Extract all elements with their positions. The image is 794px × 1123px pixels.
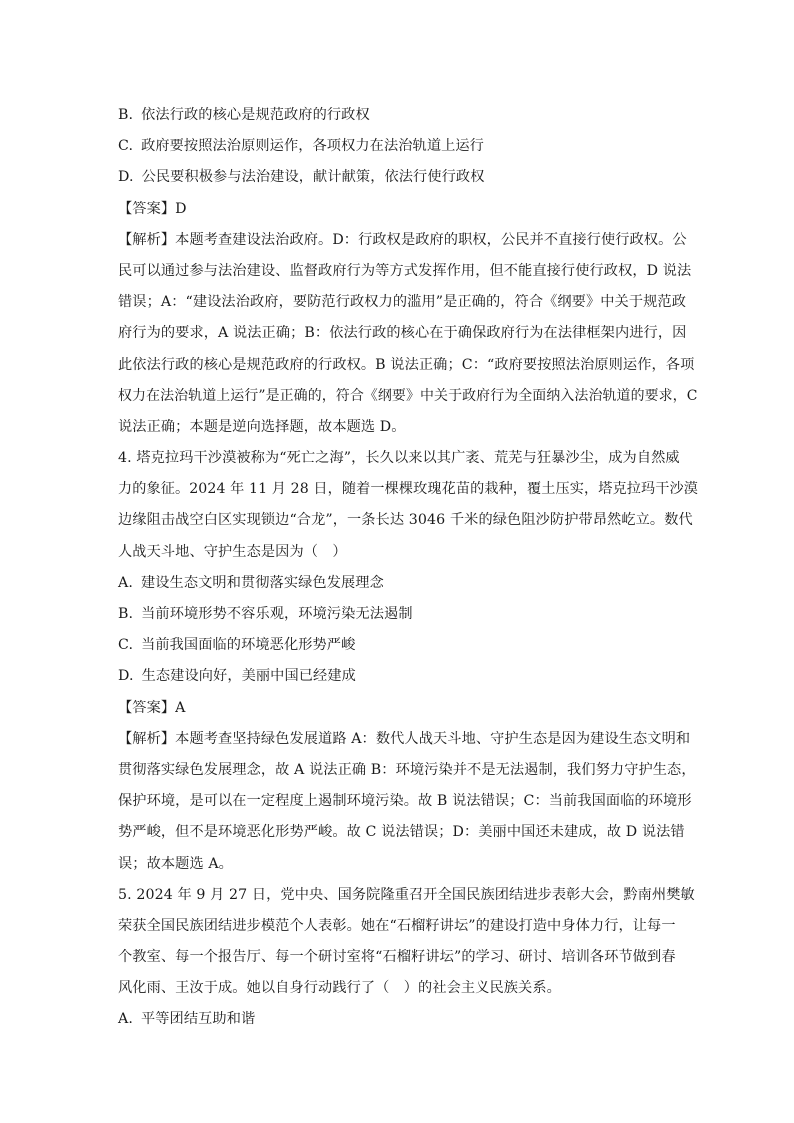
option-a <box>118 1004 698 1035</box>
option-text: 依法行政的核心是规范政府的行政权 <box>141 107 370 123</box>
question-stem-line: 风化雨、王汝于成。她以自身行动践行了（ ）的社会主义民族关系。 <box>118 980 561 997</box>
analysis-line: 贯彻落实绿色发展理念，故 A 说法正确 B：环境污染并不是无法遏制，我们努力守护生态， <box>118 761 696 778</box>
option-b <box>118 100 698 131</box>
option-letter: B. <box>118 107 134 123</box>
question-stem-line: 边缘阻击战空白区实现锁边“合龙”，一条长达 3046 千米的绿色阻沙防护带昂然屹立。数代 <box>118 512 693 529</box>
option-letter: B. <box>118 606 134 622</box>
answer-label: 【答案】 <box>118 200 176 217</box>
option-letter: C. <box>118 138 134 155</box>
option-c <box>118 131 698 162</box>
answer-label: 【答案】 <box>118 699 176 716</box>
option-d <box>118 661 698 692</box>
analysis-line: 民可以通过参与法治建设、监督政府行为等方式发挥作用，但不能直接行使行政权，D 说法 <box>118 262 692 279</box>
answer-line <box>118 194 698 225</box>
option-text: 生态建设向好，美丽中国已经建成 <box>141 668 356 685</box>
question-stem-line: 荣获全国民族团结进步模范个人表彰。她在“石榴籽讲坛”的建设打造中身体力行，让每一 <box>118 917 676 934</box>
option-letter: C. <box>118 637 134 654</box>
option-d <box>118 162 698 193</box>
answer-value: A <box>175 699 186 716</box>
option-text: 当前我国面临的环境恶化形势严峻 <box>141 637 356 654</box>
analysis-line: 错误；A：“建设法治政府，要防范行政权力的滥用”是正确的，符合《纲要》中关于规范政 <box>118 294 686 311</box>
question-stem-line: 人战天斗地、守护生态是因为（ ） <box>118 543 347 560</box>
analysis-line: 误；故本题选 A。 <box>118 855 233 872</box>
analysis-line: 说法正确；本题是逆向选择题，故本题选 D。 <box>118 418 406 435</box>
question-stem-line: 力的象征。2024 年 11 月 28 日，随着一棵棵玫瑰花苗的栽种，覆土压实，塔克拉玛干沙漠 <box>118 481 698 498</box>
question-stem-line: 4. 塔克拉玛干沙漠被称为“死亡之海”，长久以来以其广袤、荒芜与狂暴沙尘，成为自然威 <box>118 450 680 467</box>
answer-value: D <box>175 200 187 217</box>
answer-line <box>118 693 698 724</box>
option-letter: D. <box>118 169 134 186</box>
option-c <box>118 630 698 661</box>
option-letter: A. <box>118 1011 133 1028</box>
option-text: 建设生态文明和贯彻落实绿色发展理念 <box>140 574 384 591</box>
question-stem-line: 个教室、每一个报告厅、每一个研讨室将“石榴籽讲坛”的学习、研讨、培训各环节做到春 <box>118 949 676 966</box>
analysis-line: 府行为的要求，A 说法正确；B：依法行政的核心在于确保政府行为在法律框架内进行，因 <box>118 325 687 342</box>
option-text: 平等团结互助和谐 <box>140 1011 256 1028</box>
analysis-line: 权力在法治轨道上运行”是正确的，符合《纲要》中关于政府行为全面纳入法治轨道的要求，C <box>118 387 698 404</box>
document-page <box>118 100 698 1036</box>
analysis-line: 【解析】本题考查坚持绿色发展道路 A：数代人战天斗地、守护生态是因为建设生态文明和 <box>118 730 691 747</box>
option-b <box>118 599 698 630</box>
option-a <box>118 568 698 599</box>
option-letter: D. <box>118 668 134 685</box>
analysis-line: 势严峻，但不是环境恶化形势严峻。故 C 说法错误；D：美丽中国还未建成，故 D 说法错 <box>118 824 685 841</box>
option-text: 政府要按照法治原则运作，各项权力在法治轨道上运行 <box>141 138 484 155</box>
option-letter: A. <box>118 574 133 591</box>
analysis-line: 保护环境，是可以在一定程度上遏制环境污染。故 B 说法错误；C：当前我国面临的环境形 <box>118 793 692 810</box>
option-text: 当前环境形势不容乐观，环境污染无法遏制 <box>141 606 413 622</box>
option-text: 公民要积极参与法治建设，献计献策，依法行使行政权 <box>141 169 485 186</box>
analysis-line: 【解析】本题考查建设法治政府。D：行政权是政府的职权，公民并不直接行使行政权。公 <box>118 231 687 248</box>
analysis-line: 此依法行政的核心是规范政府的行政权。B 说法正确；C：“政府要按照法治原则运作，各项 <box>118 356 695 373</box>
question-stem-line: 5. 2024 年 9 月 27 日，党中央、国务院隆重召开全国民族团结进步表彰大会，黔南州樊敏 <box>118 886 695 903</box>
